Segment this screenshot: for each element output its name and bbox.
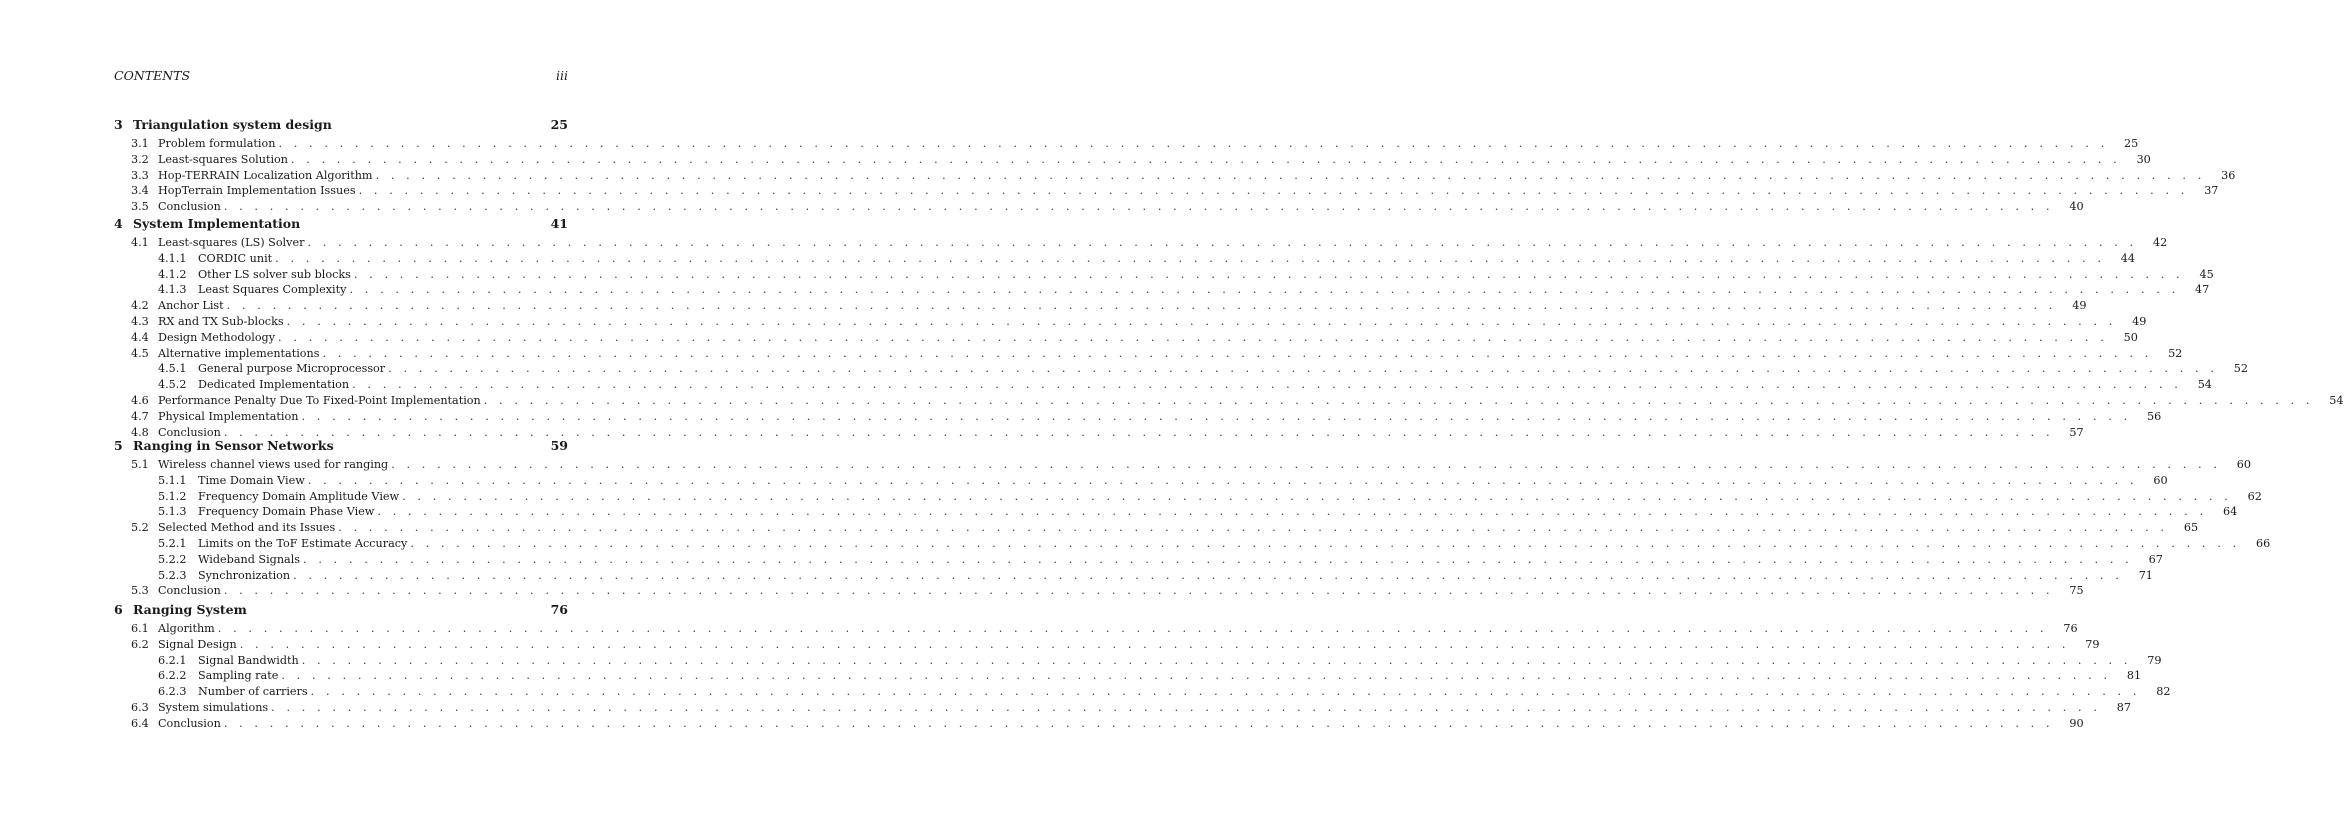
section-title: RX and TX Sub-blocks [158, 314, 287, 330]
chapter-heading[interactable] [114, 216, 568, 234]
entry-leader-row [158, 583, 2084, 599]
dot-leader: . . . . . . . . . . . . . . . . . . . . . . . . . . . . . . . . . . . . . . . . . . . . . . . . . . . . . . . . . . . . . . . . . . . . . . . . . . . . . . . . . . . . . . . . . . . . . . . . . . . . . . . . . . . . . . . . . . . . . . . . [223, 200, 2054, 214]
toc-section-entry[interactable] [131, 457, 2252, 473]
entry-leader-row [158, 346, 2183, 362]
section-title: Signal Bandwidth [198, 653, 302, 669]
section-title: Frequency Domain Phase View [198, 504, 377, 520]
toc-section-entry[interactable] [131, 199, 2084, 215]
dot-leader: . . . . . . . . . . . . . . . . . . . . . . . . . . . . . . . . . . . . . . . . . . . . . . . . . . . . . . . . . . . . . . . . . . . . . . . . . . . . . . . . . . . . . . . . . . . . . . . . . . . . . . . . . . . . . . . . . . . . . . . . [301, 409, 2132, 423]
section-number: 5.2.2 [158, 552, 187, 566]
entry-leader-row [158, 457, 2252, 473]
toc-subsection-entry[interactable] [158, 473, 2168, 489]
toc-subsection-entry[interactable] [158, 568, 2153, 584]
dot-leader: . . . . . . . . . . . . . . . . . . . . . . . . . . . . . . . . . . . . . . . . . . . . . . . . . . . . . . . . . . . . . . . . . . . . . . . . . . . . . . . . . . . . . . . . . . . . . . . . . . . . . . . . . . . . . . . . . . . . . . . . [223, 716, 2054, 730]
section-number: 6.2.1 [158, 653, 187, 667]
section-number: 5.1 [131, 458, 149, 471]
section-page-number: 54 [2329, 394, 2344, 407]
section-title: Conclusion [158, 716, 224, 732]
section-number: 6.2.3 [158, 685, 187, 699]
dot-leader: . . . . . . . . . . . . . . . . . . . . . . . . . . . . . . . . . . . . . . . . . . . . . . . . . . . . . . . . . . . . . . . . . . . . . . . . . . . . . . . . . . . . . . . . . . . . . . . . . . . . . . . . . . . . . . . . . . . . . . . . [223, 425, 2054, 439]
dot-leader: . . . . . . . . . . . . . . . . . . . . . . . . . . . . . . . . . . . . . . . . . . . . . . . . . . . . . . . . . . . . . . . . . . . . . . . . . . . . . . . . . . . . . . . . . . . . . . . . . . . . . . . . . . . . . . . . . . . . . . . . [278, 137, 2109, 150]
section-number: 4.6 [131, 394, 149, 407]
section-number: 6.2 [131, 637, 149, 651]
entry-leader-row [158, 716, 2084, 732]
section-number: 5.3 [131, 584, 149, 598]
section-number: 3.3 [131, 168, 149, 182]
section-title: Performance Penalty Due To Fixed-Point Implementation [158, 393, 484, 409]
section-number: 6.1 [131, 622, 149, 635]
section-page-number: 45 [2199, 267, 2214, 281]
section-number: 5.1.3 [158, 505, 187, 519]
toc-section-entry[interactable] [131, 298, 2087, 314]
dot-leader: . . . . . . . . . . . . . . . . . . . . . . . . . . . . . . . . . . . . . . . . . . . . . . . . . . . . . . . . . . . . . . . . . . . . . . . . . . . . . . . . . . . . . . . . . . . . . . . . . . . . . . . . . . . . . . . . . . . . . . . . [483, 394, 2314, 407]
dot-leader: . . . . . . . . . . . . . . . . . . . . . . . . . . . . . . . . . . . . . . . . . . . . . . . . . . . . . . . . . . . . . . . . . . . . . . . . . . . . . . . . . . . . . . . . . . . . . . . . . . . . . . . . . . . . . . . . . . . . . . . . [303, 552, 2133, 566]
entry-leader-row [158, 621, 2078, 637]
entry-leader-row [198, 504, 2238, 520]
chapter-number: 4 [114, 216, 123, 231]
section-number: 6.4 [131, 716, 149, 730]
section-page-number: 42 [2153, 236, 2168, 249]
toc-subsection-entry[interactable] [158, 552, 2163, 568]
entry-leader-row [198, 282, 2210, 298]
chapter-number: 6 [114, 602, 123, 617]
section-title: Least-squares (LS) Solver [158, 235, 307, 251]
section-title: System simulations [158, 700, 271, 716]
dot-leader: . . . . . . . . . . . . . . . . . . . . . . . . . . . . . . . . . . . . . . . . . . . . . . . . . . . . . . . . . . . . . . . . . . . . . . . . . . . . . . . . . . . . . . . . . . . . . . . . . . . . . . . . . . . . . . . . . . . . . . . . [223, 584, 2054, 598]
entry-leader-row [198, 361, 2248, 377]
chapter-title: Triangulation system design [133, 117, 332, 132]
entry-leader-row [158, 168, 2236, 184]
toc-section-entry[interactable] [131, 520, 2199, 536]
section-title: Least Squares Complexity [198, 282, 349, 298]
entry-leader-row [198, 536, 2271, 552]
entry-leader-row [198, 552, 2163, 568]
section-title: Selected Method and its Issues [158, 520, 338, 536]
section-number: 5.2.3 [158, 568, 187, 582]
chapter-title: Ranging System [133, 602, 247, 617]
toc-section-entry[interactable] [131, 136, 2139, 152]
chapter-page-number: 59 [550, 438, 568, 453]
toc-subsection-entry[interactable] [158, 282, 2210, 298]
section-number: 4.2 [131, 299, 149, 313]
entry-leader-row [158, 298, 2087, 314]
dot-leader: . . . . . . . . . . . . . . . . . . . . . . . . . . . . . . . . . . . . . . . . . . . . . . . . . . . . . . . . . . . . . . . . . . . . . . . . . . . . . . . . . . . . . . . . . . . . . . . . . . . . . . . . . . . . . . . . . . . . . . . . [226, 299, 2057, 313]
section-page-number: 49 [2072, 299, 2087, 313]
section-title: Synchronization [198, 568, 293, 584]
section-title: Signal Design [158, 637, 240, 653]
section-number: 4.5 [131, 346, 149, 360]
toc-section-entry[interactable] [131, 700, 2131, 716]
section-title: Algorithm [158, 621, 218, 637]
entry-leader-row [198, 568, 2153, 584]
section-title: Physical Implementation [158, 409, 301, 425]
section-page-number: 52 [2168, 346, 2183, 360]
chapter-title: Ranging in Sensor Networks [133, 438, 334, 453]
section-page-number: 52 [2233, 362, 2248, 376]
dot-leader: . . . . . . . . . . . . . . . . . . . . . . . . . . . . . . . . . . . . . . . . . . . . . . . . . . . . . . . . . . . . . . . . . . . . . . . . . . . . . . . . . . . . . . . . . . . . . . . . . . . . . . . . . . . . . . . . . . . . . . . . [281, 669, 2112, 683]
toc-section-entry[interactable] [131, 168, 2236, 184]
dot-leader: . . . . . . . . . . . . . . . . . . . . . . . . . . . . . . . . . . . . . . . . . . . . . . . . . . . . . . . . . . . . . . . . . . . . . . . . . . . . . . . . . . . . . . . . . . . . . . . . . . . . . . . . . . . . . . . . . . . . . . . . [307, 473, 2138, 487]
entry-leader-row [158, 235, 2168, 251]
dot-leader: . . . . . . . . . . . . . . . . . . . . . . . . . . . . . . . . . . . . . . . . . . . . . . . . . . . . . . . . . . . . . . . . . . . . . . . . . . . . . . . . . . . . . . . . . . . . . . . . . . . . . . . . . . . . . . . . . . . . . . . . [358, 184, 2189, 198]
entry-leader-row [158, 637, 2100, 653]
toc-subsection-entry[interactable] [158, 668, 2142, 684]
toc-subsection-entry[interactable] [158, 377, 2212, 393]
dot-leader: . . . . . . . . . . . . . . . . . . . . . . . . . . . . . . . . . . . . . . . . . . . . . . . . . . . . . . . . . . . . . . . . . . . . . . . . . . . . . . . . . . . . . . . . . . . . . . . . . . . . . . . . . . . . . . . . . . . . . . . . [388, 362, 2218, 376]
section-page-number: 57 [2069, 425, 2084, 439]
section-number: 5.1.2 [158, 489, 187, 503]
dot-leader: . . . . . . . . . . . . . . . . . . . . . . . . . . . . . . . . . . . . . . . . . . . . . . . . . . . . . . . . . . . . . . . . . . . . . . . . . . . . . . . . . . . . . . . . . . . . . . . . . . . . . . . . . . . . . . . . . . . . . . . . [375, 168, 2206, 182]
section-page-number: 37 [2204, 184, 2219, 198]
section-page-number: 62 [2247, 489, 2262, 503]
section-number: 4.1.2 [158, 267, 187, 281]
chapter-heading[interactable] [114, 117, 568, 135]
section-title: Time Domain View [198, 473, 308, 489]
section-number: 4.5.2 [158, 378, 187, 392]
toc-section-entry[interactable] [131, 183, 2219, 199]
dot-leader: . . . . . . . . . . . . . . . . . . . . . . . . . . . . . . . . . . . . . . . . . . . . . . . . . . . . . . . . . . . . . . . . . . . . . . . . . . . . . . . . . . . . . . . . . . . . . . . . . . . . . . . . . . . . . . . . . . . . . . . . [410, 537, 2241, 550]
section-page-number: 40 [2069, 200, 2084, 214]
section-title: Dedicated Implementation [198, 377, 352, 393]
toc-subsection-entry[interactable] [158, 361, 2248, 377]
header-section-title: CONTENTS [114, 68, 191, 83]
section-page-number: 79 [2147, 653, 2162, 667]
entry-leader-row [158, 314, 2147, 330]
toc-section-entry[interactable] [131, 716, 2084, 732]
chapter-number: 3 [114, 117, 123, 132]
section-page-number: 54 [2197, 378, 2212, 392]
entry-leader-row [158, 330, 2138, 346]
section-number: 3.4 [131, 184, 149, 198]
section-title: Conclusion [158, 425, 224, 441]
entry-leader-row [158, 700, 2131, 716]
toc-section-entry[interactable] [131, 152, 2151, 168]
section-page-number: 56 [2147, 409, 2162, 423]
toc-section-entry[interactable] [131, 409, 2162, 425]
section-page-number: 82 [2156, 685, 2171, 699]
section-number: 4.7 [131, 409, 149, 423]
entry-leader-row [198, 653, 2162, 669]
entry-leader-row [198, 489, 2262, 505]
section-page-number: 44 [2120, 251, 2135, 265]
header-page-number: iii [556, 68, 568, 83]
section-number: 6.2.2 [158, 669, 187, 683]
section-page-number: 50 [2123, 330, 2138, 344]
chapter-heading[interactable] [114, 438, 568, 456]
section-page-number: 67 [2148, 552, 2163, 566]
dot-leader: . . . . . . . . . . . . . . . . . . . . . . . . . . . . . . . . . . . . . . . . . . . . . . . . . . . . . . . . . . . . . . . . . . . . . . . . . . . . . . . . . . . . . . . . . . . . . . . . . . . . . . . . . . . . . . . . . . . . . . . . [310, 685, 2141, 699]
section-title: Wideband Signals [198, 552, 303, 568]
toc-section-entry[interactable] [131, 314, 2147, 330]
section-number: 4.1.1 [158, 251, 187, 265]
section-title: Number of carriers [198, 684, 311, 700]
section-title: Conclusion [158, 199, 224, 215]
dot-leader: . . . . . . . . . . . . . . . . . . . . . . . . . . . . . . . . . . . . . . . . . . . . . . . . . . . . . . . . . . . . . . . . . . . . . . . . . . . . . . . . . . . . . . . . . . . . . . . . . . . . . . . . . . . . . . . . . . . . . . . . [275, 251, 2105, 265]
section-number: 5.2.1 [158, 537, 187, 550]
section-title: Conclusion [158, 583, 224, 599]
section-page-number: 60 [2236, 458, 2252, 471]
section-title: Other LS solver sub blocks [198, 267, 354, 283]
toc-subsection-entry[interactable] [158, 267, 2214, 283]
section-number: 5.1.1 [158, 473, 187, 487]
chapter-page-number: 76 [550, 602, 568, 617]
section-title: CORDIC unit [198, 251, 275, 267]
section-page-number: 36 [2221, 168, 2236, 182]
section-number: 4.8 [131, 425, 149, 439]
section-title: Wireless channel views used for ranging [158, 457, 391, 473]
section-page-number: 76 [2063, 622, 2078, 635]
toc-subsection-entry[interactable] [158, 536, 2271, 552]
section-page-number: 71 [2138, 568, 2153, 582]
section-page-number: 81 [2126, 669, 2142, 683]
entry-leader-row [158, 152, 2151, 168]
dot-leader: . . . . . . . . . . . . . . . . . . . . . . . . . . . . . . . . . . . . . . . . . . . . . . . . . . . . . . . . . . . . . . . . . . . . . . . . . . . . . . . . . . . . . . . . . . . . . . . . . . . . . . . . . . . . . . . . . . . . . . . . [352, 378, 2182, 392]
section-number: 6.3 [131, 701, 149, 714]
section-title: HopTerrain Implementation Issues [158, 183, 359, 199]
chapter-page-number: 25 [550, 117, 568, 132]
chapter-number: 5 [114, 438, 123, 453]
running-header [114, 68, 568, 92]
dot-leader: . . . . . . . . . . . . . . . . . . . . . . . . . . . . . . . . . . . . . . . . . . . . . . . . . . . . . . . . . . . . . . . . . . . . . . . . . . . . . . . . . . . . . . . . . . . . . . . . . . . . . . . . . . . . . . . . . . . . . . . . [353, 267, 2184, 281]
section-number: 3.1 [131, 137, 149, 150]
section-page-number: 64 [2222, 505, 2238, 519]
section-number: 5.2 [131, 521, 149, 535]
section-title: Frequency Domain Amplitude View [198, 489, 402, 505]
section-title: Alternative implementations [158, 346, 322, 362]
chapter-heading[interactable] [114, 602, 568, 620]
toc-subsection-entry[interactable] [158, 504, 2238, 520]
section-title: Problem formulation [158, 136, 278, 152]
dot-leader: . . . . . . . . . . . . . . . . . . . . . . . . . . . . . . . . . . . . . . . . . . . . . . . . . . . . . . . . . . . . . . . . . . . . . . . . . . . . . . . . . . . . . . . . . . . . . . . . . . . . . . . . . . . . . . . . . . . . . . . . [301, 653, 2132, 667]
section-page-number: 87 [2116, 701, 2131, 714]
entry-leader-row [198, 251, 2135, 267]
dot-leader: . . . . . . . . . . . . . . . . . . . . . . . . . . . . . . . . . . . . . . . . . . . . . . . . . . . . . . . . . . . . . . . . . . . . . . . . . . . . . . . . . . . . . . . . . . . . . . . . . . . . . . . . . . . . . . . . . . . . . . . . [293, 568, 2123, 582]
section-number: 3.5 [131, 200, 149, 214]
entry-leader-row [158, 393, 2344, 409]
section-page-number: 49 [2132, 315, 2147, 328]
dot-leader: . . . . . . . . . . . . . . . . . . . . . . . . . . . . . . . . . . . . . . . . . . . . . . . . . . . . . . . . . . . . . . . . . . . . . . . . . . . . . . . . . . . . . . . . . . . . . . . . . . . . . . . . . . . . . . . . . . . . . . . . [391, 458, 2222, 471]
dot-leader: . . . . . . . . . . . . . . . . . . . . . . . . . . . . . . . . . . . . . . . . . . . . . . . . . . . . . . . . . . . . . . . . . . . . . . . . . . . . . . . . . . . . . . . . . . . . . . . . . . . . . . . . . . . . . . . . . . . . . . . . [307, 236, 2138, 249]
entry-leader-row [158, 199, 2084, 215]
section-title: General purpose Microprocessor [198, 361, 388, 377]
section-page-number: 66 [2255, 537, 2271, 550]
section-title: Hop-TERRAIN Localization Algorithm [158, 168, 376, 184]
entry-leader-row [158, 409, 2162, 425]
dot-leader: . . . . . . . . . . . . . . . . . . . . . . . . . . . . . . . . . . . . . . . . . . . . . . . . . . . . . . . . . . . . . . . . . . . . . . . . . . . . . . . . . . . . . . . . . . . . . . . . . . . . . . . . . . . . . . . . . . . . . . . . [402, 489, 2232, 503]
dot-leader: . . . . . . . . . . . . . . . . . . . . . . . . . . . . . . . . . . . . . . . . . . . . . . . . . . . . . . . . . . . . . . . . . . . . . . . . . . . . . . . . . . . . . . . . . . . . . . . . . . . . . . . . . . . . . . . . . . . . . . . . [271, 701, 2101, 714]
toc-section-entry[interactable] [131, 393, 2344, 409]
section-number: 4.3 [131, 315, 149, 328]
section-page-number: 65 [2183, 521, 2199, 535]
chapter-page-number: 41 [550, 216, 568, 231]
dot-leader: . . . . . . . . . . . . . . . . . . . . . . . . . . . . . . . . . . . . . . . . . . . . . . . . . . . . . . . . . . . . . . . . . . . . . . . . . . . . . . . . . . . . . . . . . . . . . . . . . . . . . . . . . . . . . . . . . . . . . . . . [349, 283, 2180, 297]
section-number: 4.4 [131, 330, 149, 344]
entry-leader-row [198, 473, 2168, 489]
toc-section-entry[interactable] [131, 583, 2084, 599]
section-page-number: 90 [2069, 716, 2084, 730]
entry-leader-row [158, 520, 2199, 536]
entry-leader-row [198, 668, 2142, 684]
section-title: Anchor List [158, 298, 227, 314]
toc-section-entry[interactable] [131, 235, 2168, 251]
section-page-number: 25 [2124, 137, 2139, 150]
entry-leader-row [198, 684, 2171, 700]
toc-section-entry[interactable] [131, 621, 2078, 637]
section-title: Limits on the ToF Estimate Accuracy [198, 536, 410, 552]
entry-leader-row [158, 183, 2219, 199]
entry-leader-row [198, 267, 2214, 283]
section-title: Sampling rate [198, 668, 281, 684]
entry-leader-row [158, 136, 2139, 152]
dot-leader: . . . . . . . . . . . . . . . . . . . . . . . . . . . . . . . . . . . . . . . . . . . . . . . . . . . . . . . . . . . . . . . . . . . . . . . . . . . . . . . . . . . . . . . . . . . . . . . . . . . . . . . . . . . . . . . . . . . . . . . . [322, 346, 2153, 360]
section-page-number: 47 [2195, 283, 2210, 297]
dot-leader: . . . . . . . . . . . . . . . . . . . . . . . . . . . . . . . . . . . . . . . . . . . . . . . . . . . . . . . . . . . . . . . . . . . . . . . . . . . . . . . . . . . . . . . . . . . . . . . . . . . . . . . . . . . . . . . . . . . . . . . . [217, 622, 2048, 635]
dot-leader: . . . . . . . . . . . . . . . . . . . . . . . . . . . . . . . . . . . . . . . . . . . . . . . . . . . . . . . . . . . . . . . . . . . . . . . . . . . . . . . . . . . . . . . . . . . . . . . . . . . . . . . . . . . . . . . . . . . . . . . . [239, 637, 2070, 651]
toc-section-entry[interactable] [131, 346, 2183, 362]
entry-leader-row [198, 377, 2212, 393]
toc-subsection-entry[interactable] [158, 489, 2262, 505]
section-number: 4.1 [131, 236, 149, 249]
toc-subsection-entry[interactable] [158, 251, 2135, 267]
section-number: 4.5.1 [158, 362, 187, 376]
section-page-number: 79 [2085, 637, 2100, 651]
section-page-number: 30 [2136, 152, 2151, 166]
dot-leader: . . . . . . . . . . . . . . . . . . . . . . . . . . . . . . . . . . . . . . . . . . . . . . . . . . . . . . . . . . . . . . . . . . . . . . . . . . . . . . . . . . . . . . . . . . . . . . . . . . . . . . . . . . . . . . . . . . . . . . . . [286, 315, 2117, 328]
chapter-title: System Implementation [133, 216, 301, 231]
section-number: 4.1.3 [158, 283, 187, 297]
dot-leader: . . . . . . . . . . . . . . . . . . . . . . . . . . . . . . . . . . . . . . . . . . . . . . . . . . . . . . . . . . . . . . . . . . . . . . . . . . . . . . . . . . . . . . . . . . . . . . . . . . . . . . . . . . . . . . . . . . . . . . . . [338, 521, 2169, 535]
dot-leader: . . . . . . . . . . . . . . . . . . . . . . . . . . . . . . . . . . . . . . . . . . . . . . . . . . . . . . . . . . . . . . . . . . . . . . . . . . . . . . . . . . . . . . . . . . . . . . . . . . . . . . . . . . . . . . . . . . . . . . . . [278, 330, 2108, 344]
section-number: 3.2 [131, 152, 149, 166]
toc-section-entry[interactable] [131, 330, 2138, 346]
dot-leader: . . . . . . . . . . . . . . . . . . . . . . . . . . . . . . . . . . . . . . . . . . . . . . . . . . . . . . . . . . . . . . . . . . . . . . . . . . . . . . . . . . . . . . . . . . . . . . . . . . . . . . . . . . . . . . . . . . . . . . . . [290, 152, 2121, 166]
dot-leader: . . . . . . . . . . . . . . . . . . . . . . . . . . . . . . . . . . . . . . . . . . . . . . . . . . . . . . . . . . . . . . . . . . . . . . . . . . . . . . . . . . . . . . . . . . . . . . . . . . . . . . . . . . . . . . . . . . . . . . . . [377, 505, 2208, 519]
section-title: Design Methodology [158, 330, 278, 346]
toc-subsection-entry[interactable] [158, 653, 2162, 669]
toc-section-entry[interactable] [131, 637, 2100, 653]
section-page-number: 75 [2069, 584, 2084, 598]
section-title: Least-squares Solution [158, 152, 291, 168]
section-page-number: 60 [2153, 473, 2168, 487]
toc-subsection-entry[interactable] [158, 684, 2171, 700]
